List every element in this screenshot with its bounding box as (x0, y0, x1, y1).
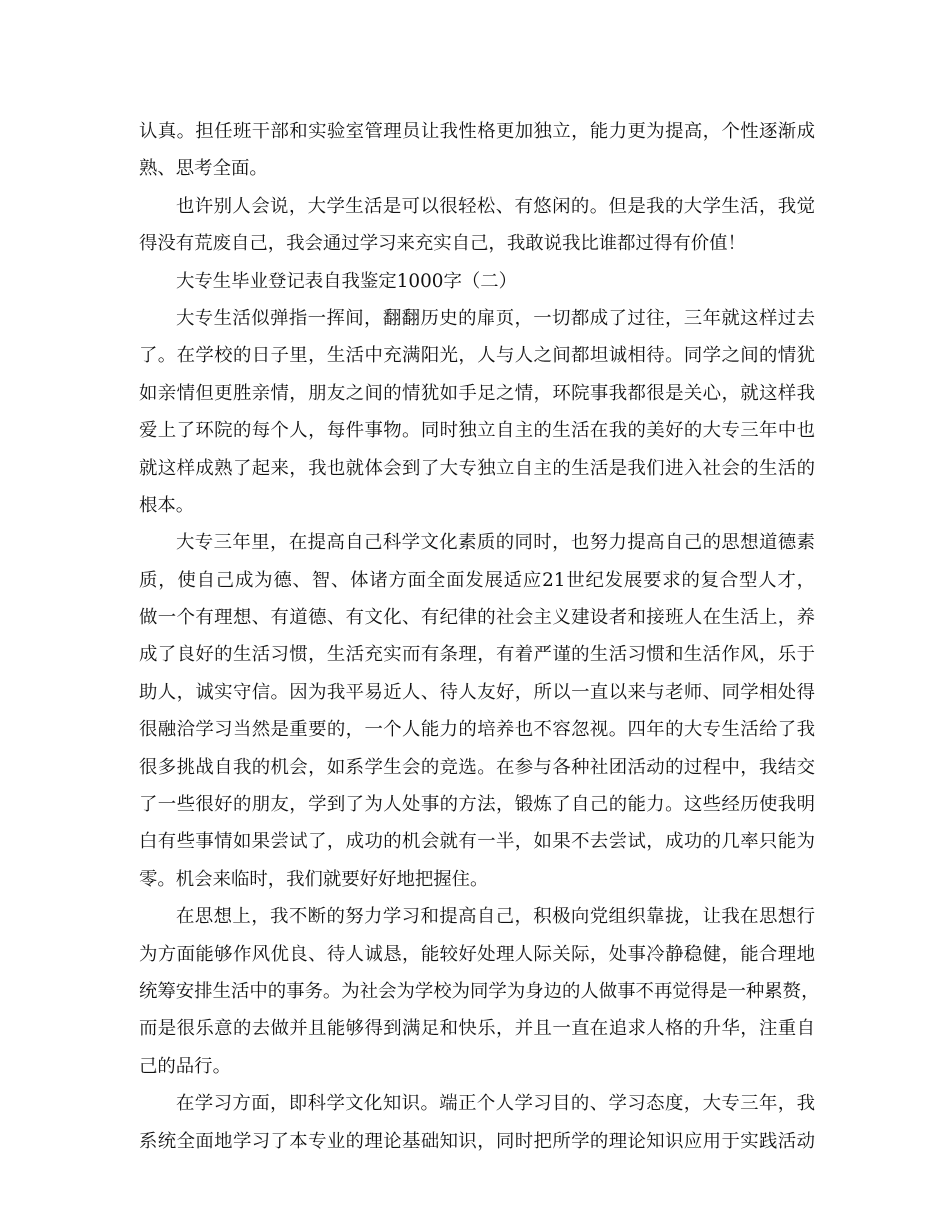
text-line: 而是很乐意的去做并且能够得到满足和快乐，并且一直在追求人格的升华，注重自 (139, 1018, 815, 1040)
text-line: 认真。担任班干部和实验室管理员让我性格更加独立，能力更为提高，个性逐渐成 (139, 121, 815, 142)
text-line: 成了良好的生活习惯，生活充实而有条理，有着严谨的生活习惯和生活作风，乐于 (139, 644, 815, 666)
text-line: 如亲情但更胜亲情，朋友之间的情犹如手足之情，环院事我都很是关心，就这样我 (139, 382, 815, 404)
text-line: 系统全面地学习了本专业的理论基础知识，同时把所学的理论知识应用于实践活动 (139, 1130, 815, 1152)
text-line: 了。在学校的日子里，生活中充满阳光，人与人之间都坦诚相待。同学之间的情犹 (139, 345, 815, 367)
text-line: 很多挑战自我的机会，如系学生会的竞选。在参与各种社团活动的过程中，我结交 (139, 756, 815, 778)
text-line: 己的品行。 (139, 1055, 231, 1077)
text-line: 大专生活似弹指一挥间，翻翻历史的扉页，一切都成了过往，三年就这样过去 (176, 307, 815, 329)
text-line: 就这样成熟了起来，我也就体会到了大专独立自主的生活是我们进入社会的生活的 (139, 457, 815, 479)
text-line: 根本。 (139, 494, 195, 516)
text-line: 做一个有理想、有道德、有文化、有纪律的社会主义建设者和接班人在生活上，养 (139, 607, 815, 629)
text-line: 也许别人会说，大学生活是可以很轻松、有悠闲的。但是我的大学生活，我觉 (176, 195, 815, 217)
text-line: 助人，诚实守信。因为我平易近人、待人友好，所以一直以来与老师、同学相处得 (139, 681, 815, 703)
document-body (139, 113, 820, 1160)
text-line: 质，使自己成为德、智、体诸方面全面发展适应21世纪发展要求的复合型人才， (139, 569, 815, 591)
text-line: 零。机会来临时，我们就要好好地把握住。 (139, 868, 489, 890)
text-line: 熟、思考全面。 (139, 158, 268, 180)
text-line: 统筹安排生活中的事务。为社会为学校为同学为身边的人做事不再觉得是一种累赘， (139, 980, 820, 1002)
text-line: 了一些很好的朋友，学到了为人处事的方法，锻炼了自己的能力。这些经历使我明 (139, 794, 815, 816)
text-line: 白有些事情如果尝试了，成功的机会就有一半，如果不去尝试，成功的几率只能为 (139, 831, 815, 853)
text-line: 大专生毕业登记表自我鉴定1000字（二） (176, 270, 518, 292)
text-line: 大专三年里，在提高自己科学文化素质的同时，也努力提高自己的思想道德素 (176, 532, 815, 554)
text-line: 得没有荒废自己，我会通过学习来充实自己，我敢说我比谁都过得有价值！ (139, 233, 746, 255)
text-line: 爱上了环院的每个人，每件事物。同时独立自主的生活在我的美好的大专三年中也 (139, 420, 815, 442)
text-line: 在思想上，我不断的努力学习和提高自己，积极向党组织靠拢，让我在思想行 (176, 906, 815, 928)
text-line: 很融洽学习当然是重要的，一个人能力的培养也不容忽视。四年的大专生活给了我 (139, 719, 815, 741)
text-line: 在学习方面，即科学文化知识。端正个人学习目的、学习态度，大专三年，我 (176, 1093, 815, 1115)
text-line: 为方面能够作风优良、待人诚恳，能较好处理人际关际，处事冷静稳健，能合理地 (139, 943, 815, 965)
